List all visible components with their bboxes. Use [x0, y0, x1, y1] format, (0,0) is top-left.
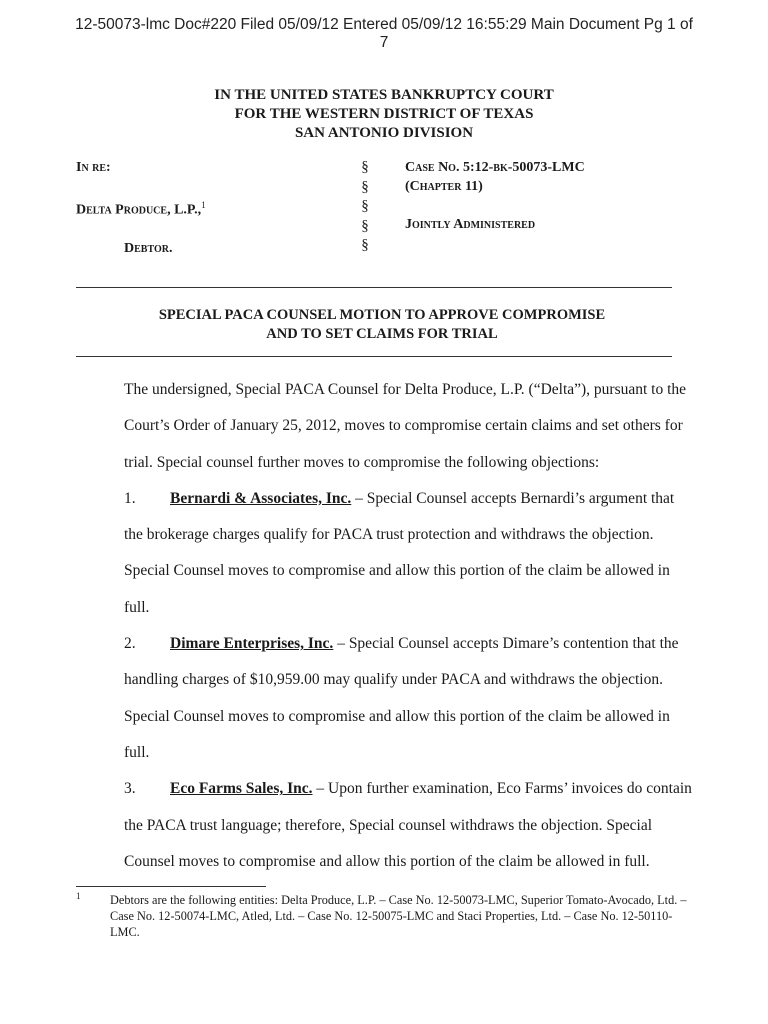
footnote-mark: 1 — [76, 891, 81, 901]
motion-title — [76, 306, 688, 344]
objection-item — [76, 481, 692, 626]
in-re-label: In re: — [76, 160, 111, 175]
item-text: – Upon further examination, Eco Farms’ invoices do contain the PACA trust language; therefore, Special counsel withdraws the objection. Special Counsel moves to compromise and allow this portion of the claim be allowed in full. — [124, 780, 692, 870]
caption-parties — [76, 158, 336, 258]
section-symbol: § — [361, 178, 369, 195]
section-symbol: § — [361, 237, 369, 253]
filing-info: 12-50073-lmc Doc#220 Filed 05/09/12 Entered 05/09/12 16:55:29 Main Document Pg 1 of — [75, 16, 693, 33]
intro-paragraph: The undersigned, Special PACA Counsel for Delta Produce, L.P. (“Delta”), pursuant to the Court’s Order of January 25, 2012, moves to compromise certain claims and set others for trial. Special counsel further moves to compromise the following objections: — [124, 381, 687, 471]
court-district: FOR THE WESTERN DISTRICT OF TEXAS — [234, 106, 534, 122]
party-line — [76, 196, 336, 220]
item-number: 3. — [124, 780, 136, 798]
footnote — [76, 893, 692, 940]
section-symbol: § — [361, 159, 369, 175]
section-symbol: § — [361, 198, 369, 214]
claimant-name: Bernardi & Associates, Inc. — [170, 489, 352, 507]
divider-bottom — [76, 356, 672, 357]
title-line-1: SPECIAL PACA COUNSEL MOTION TO APPROVE COMPROMISE — [158, 307, 606, 323]
court-name: IN THE UNITED STATES BANKRUPTCY COURT — [214, 87, 554, 103]
jointly-administered: Jointly Administered — [405, 217, 536, 232]
section-symbols — [355, 158, 375, 256]
title-line-2: AND TO SET CLAIMS FOR TRIAL — [266, 326, 498, 342]
footnote-text: Debtors are the following entities: Delta Produce, L.P. – Case No. 12-50073-LMC, Superior Tomato-Avocado, Ltd. – Case No. 12-50074-LMC, Atled, Ltd. – Case No. 12-50075-LMC and Staci Properties, Ltd. – Case No. 12-50110-LMC. — [110, 893, 687, 939]
item-number: 2. — [124, 635, 136, 653]
section-symbol: § — [361, 217, 369, 234]
objection-item — [76, 626, 692, 771]
claimant-name: Dimare Enterprises, Inc. — [170, 635, 334, 653]
debtor-label: Debtor. — [124, 240, 173, 256]
divider-top — [76, 287, 672, 288]
party-name: Delta Produce, L.P., — [76, 202, 202, 218]
claimant-name: Eco Farms Sales, Inc. — [170, 780, 313, 798]
court-heading — [0, 86, 768, 143]
footnote-divider — [76, 886, 266, 887]
caption-case — [405, 158, 705, 234]
page-total: 7 — [379, 34, 389, 51]
court-division: SAN ANTONIO DIVISION — [294, 125, 474, 141]
motion-body — [76, 372, 692, 880]
footnote-ref: 1 — [201, 200, 206, 210]
filing-header — [0, 16, 768, 52]
chapter: (Chapter 11) — [405, 179, 483, 194]
objection-item — [76, 771, 692, 880]
item-number: 1. — [124, 489, 136, 507]
case-number: Case No. 5:12-bk-50073-LMC — [405, 160, 585, 175]
item-text: – Special Counsel accepts Dimare’s contention that the handling charges of $10,959.00 may qualify under PACA and withdraws the objection. Special Counsel moves to compromise and allow this portion of the claim be allowed in full. — [124, 635, 679, 761]
item-text: – Special Counsel accepts Bernardi’s argument that the brokerage charges qualify for PACA trust protection and withdraws the objection. Special Counsel moves to compromise and allow this portion of the claim be allowed in full. — [124, 489, 675, 616]
